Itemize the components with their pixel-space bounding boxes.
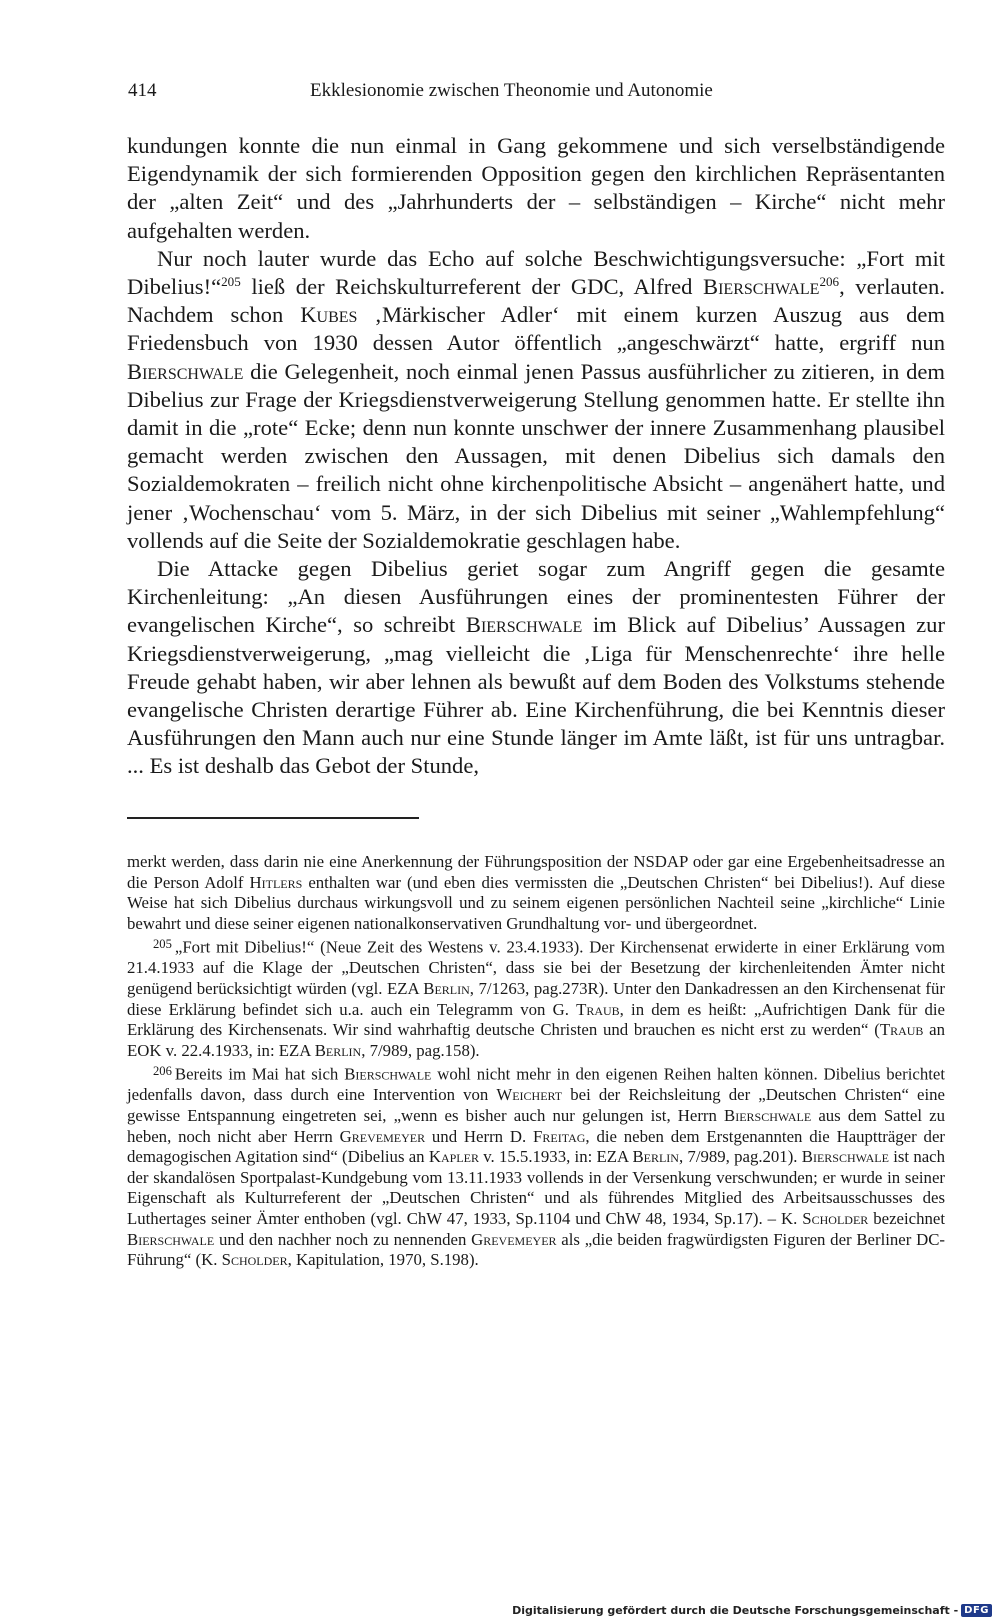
text-run: und Herrn D. (425, 1126, 534, 1146)
person-name: Grevemeyer (471, 1229, 557, 1249)
text-run: , Kapitulation, 1970, S.198). (287, 1250, 479, 1270)
paragraph-2 (127, 245, 945, 555)
archive-name: Berlin (423, 978, 470, 998)
footnote-206 (127, 1061, 945, 1270)
text-run: im Blick auf Dibelius’ Aussagen zur Kriegsdienstverweigerung, „mag vielleicht die ‚Liga für Menschenrechte‘ ihre helle Freude gehabt haben, wir aber lehnen als bewußt auf dem Boden des Volkstums stehende evangelische Christen derartige Führer ab. Eine Kirchenführung, die bei Kenntnis dieser Ausführungen den Mann auch nur eine Stunde länger im Amte läßt, ist für uns untragbar. ... Es ist deshalb das Gebot der Stunde, (127, 612, 945, 779)
archive-name: Berlin (314, 1040, 362, 1060)
footnote-ref-205[interactable]: 205 (221, 274, 241, 290)
person-name: Kapler (428, 1147, 479, 1167)
text-run: , 7/1263, pag.273R). Unter den Dankadressen an den Kirchensenat für diese Erklärung befindet sich u.a. auch ein Telegramm von G. (127, 978, 945, 1019)
text-run: bei der Reichsleitung der „Deutschen Christen“ eine gewisse Entspannung eingetreten sei, „wenn es bisher auch nur gelungen ist, Herrn (127, 1085, 945, 1125)
text-run: Nur noch lauter wurde das Echo auf solche Beschwichtigungsversuche: „Fort mit Dibelius!“ (127, 245, 945, 300)
person-name: Bierschwale (127, 358, 244, 384)
text-run: an EOK v. 22.4.1933, in: EZA (127, 1020, 945, 1060)
person-name: Kubes (300, 302, 358, 328)
person-name: Bierschwale (465, 612, 583, 638)
footnotes (127, 852, 945, 1271)
text-run: enthalten war (und eben dies vermissten die „Deutschen Christen“ bei Dibelius!). Auf diese Weise hat sich Dibelius durchaus wirkungsvoll und zu seinem eigenen persönlichen Nachteil seine „kirchliche“ Linie bewahrt und diese seiner eigenen nationalkonservativen Grundhaltung vor- und übergeordnet. (127, 872, 945, 933)
running-title: Ekklesionomie zwischen Theonomie und Autonomie (310, 80, 713, 101)
text-run: , 7/989, pag.201). (678, 1147, 802, 1167)
text-run: , 7/989, pag.158). (361, 1040, 480, 1060)
page-number: 414 (128, 80, 157, 101)
footnote-ref-206[interactable]: 206 (819, 274, 840, 290)
footnote-205 (127, 934, 945, 1061)
footnote-continuation (127, 852, 945, 934)
person-name: Freitag (533, 1126, 586, 1146)
text-run: aus dem Sattel zu heben, noch nicht aber Herrn (127, 1105, 945, 1146)
credit-text: Digitalisierung gefördert durch die Deutsche Forschungsgemeinschaft - (512, 1603, 959, 1617)
text-run: ist nach der skandalösen Sportpalast-Kundgebung vom 13.11.1933 vollends in der Versenkung verschwunden; er wurde in seiner Eigenschaft als Kulturreferent der „Deutschen Christen“ und als führendes Mitglied des Arbeitsausschusses des Luthertages seiner Ämter enthoben (vgl. ChW 47, 1933, Sp.1104 und ChW 48, 1934, Sp.17). – K. (127, 1147, 945, 1228)
text-run: „Fort mit Dibelius!“ (Neue Zeit des Westens v. 23.4.1933). Der Kirchensenat erwiderte in einer Erklärung vom 21.4.1933 auf die Klage der „Deutschen Christen“, dass sie bei der Besetzung der kirchenleitenden Ämter nicht genügend berücksichtigt würden (vgl. EZA (127, 937, 945, 998)
person-name: Bierschwale (127, 1229, 215, 1249)
text-run: wohl nicht mehr in den eigenen Reihen halten können. Dibelius berichtet jedenfalls davon, dass durch eine Intervention von (127, 1064, 945, 1105)
main-text (127, 132, 945, 781)
text-run: Die Attacke gegen Dibelius geriet sogar zum Angriff gegen die gesamte Kirchenleitung: „An diesen Ausführungen eines der prominentesten Führer der evangelischen Kirche“, so schreibt (127, 556, 945, 638)
person-name: Bierschwale (724, 1105, 812, 1125)
paragraph-1 (127, 132, 945, 245)
text-run: bezeichnet (868, 1208, 945, 1228)
running-header (128, 78, 948, 108)
text-run: die Gelegenheit, noch einmal jenen Passus ausführlicher zu zitieren, in dem Dibelius zur Frage der Kriegsdienstverweigerung Stellung genommen hatte. Er stellte ihn damit in die „rote“ Ecke; denn nun konnte unschwer der innere Zusammenhang plausibel gemacht werden zwischen den Aussagen, mit denen Dibelius sich damals den Sozialdemokraten – freilich nicht ohne kirchenpolitische Absicht – angenähert hatte, und jener ‚Wochenschau‘ vom 5. März, in der sich Dibelius mit seiner „Wahlempfehlung“ vollends auf die Seite der Sozialdemokratie geschlagen habe. (127, 358, 945, 553)
person-name: Grevemeyer (339, 1126, 426, 1146)
person-name: Scholder (221, 1250, 288, 1270)
person-name: Bierschwale (801, 1147, 889, 1167)
text-run: und den nachher noch zu nennenden (214, 1229, 472, 1249)
text-run: merkt werden, dass darin nie eine Anerkennung der Führungsposition der NSDAP oder gar eine Ergebenheitsadresse an die Person Adolf (127, 852, 945, 892)
text-run: , verlauten. Nachdem schon (127, 274, 945, 328)
text-run: , die neben dem Erstgenannten die Hauptträger der demagogischen Agitation sind“ (Dibelius an (127, 1126, 945, 1167)
text-run: , in dem es heißt: „Aufrichtigen Dank für die Erklärung des Kirchensenats. Wir sind wahrhaftig deutsche Christen und brauchen es nicht erst zu werden“ ( (127, 999, 945, 1040)
text-run: Bereits im Mai hat sich (174, 1064, 345, 1084)
paragraph-3 (127, 555, 945, 781)
paragraph-1-text: kundungen konnte die nun einmal in Gang gekommene und sich verselbständigende Eigendynamik der sich formierenden Opposition gegen den kirchlichen Repräsentanten der „alten Zeit“ und des „Jahrhunderts der – selbständigen – Kirche“ nicht mehr aufgehalten werden. (127, 133, 945, 243)
text-run: ließ der Reichskulturreferent der GDC, Alfred (240, 274, 704, 300)
person-name: Bierschwale (703, 274, 820, 300)
footnote-number: 205 (153, 937, 172, 952)
text-run: v. 15.5.1933, in: EZA (478, 1147, 633, 1167)
digitization-credit (512, 1601, 992, 1619)
person-name: Traub (879, 1020, 924, 1040)
footnote-divider (127, 817, 419, 819)
text-run: als „die beiden fragwürdigsten Figuren der Berliner DC-Führung“ (K. (127, 1229, 945, 1270)
text-run: ‚Märkischer Adler‘ mit einem kurzen Auszug aus dem Friedensbuch von 1930 dessen Autor öffentlich „angeschwärzt“ hatte, ergriff nun (127, 302, 945, 356)
person-name: Scholder (802, 1208, 869, 1228)
footnote-number: 206 (153, 1064, 172, 1079)
person-name: Traub (576, 999, 620, 1019)
person-name: Hitlers (249, 872, 303, 892)
dfg-logo: DFG (961, 1604, 992, 1617)
archive-name: Berlin (632, 1147, 679, 1167)
person-name: Weichert (496, 1085, 563, 1105)
person-name: Bierschwale (344, 1064, 432, 1084)
